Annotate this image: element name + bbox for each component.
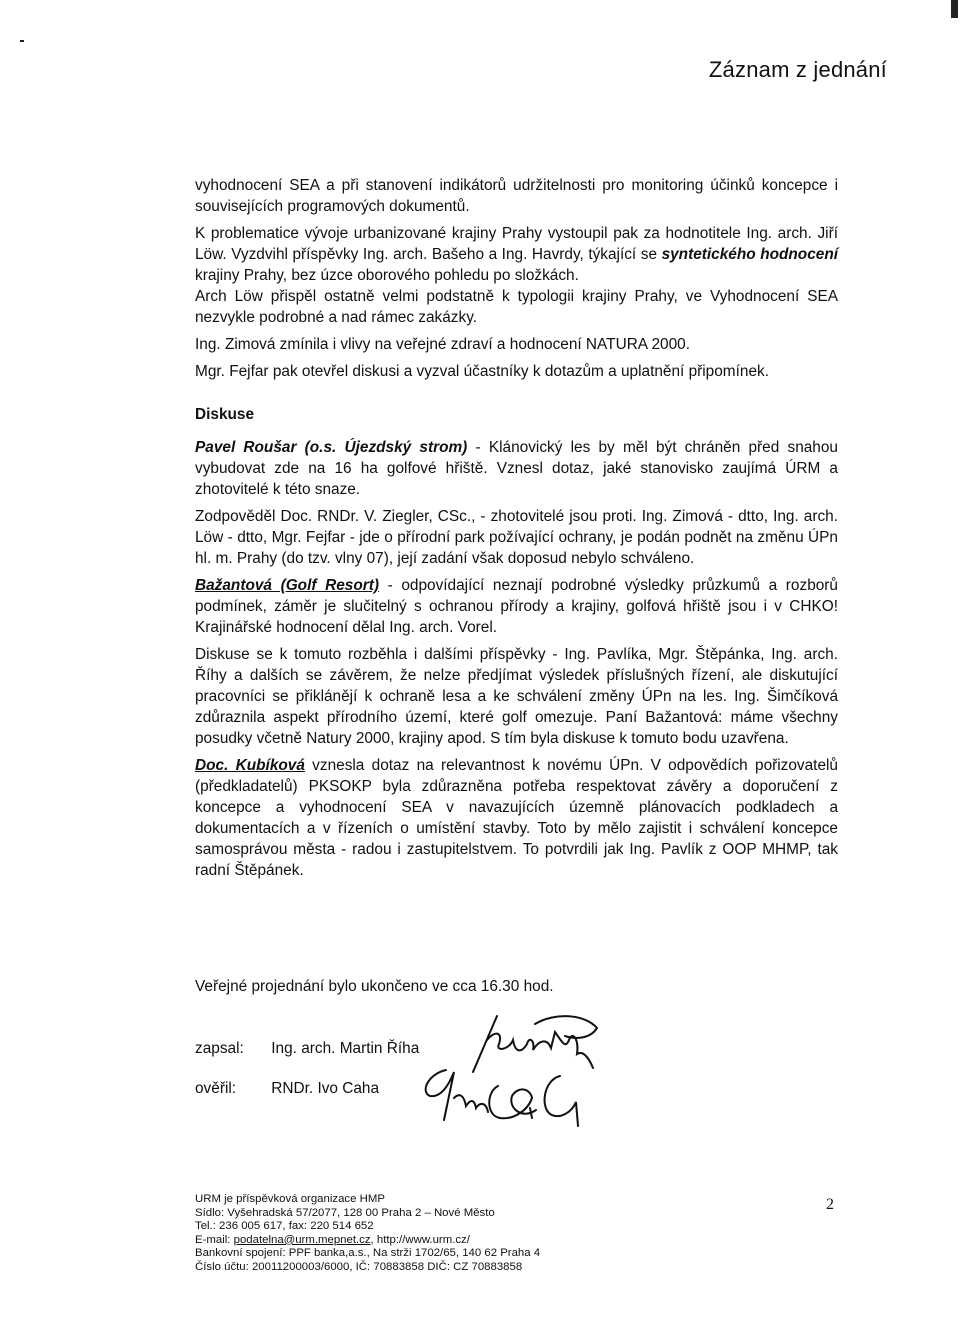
role-label-recorded: zapsal: [195, 1040, 244, 1057]
footer-account: Číslo účtu: 20011200003/6000, IČ: 70883858 DIČ: CZ 70883858 [195, 1260, 523, 1273]
emphasis-synthetic-evaluation: syntetického hodnocení [661, 246, 838, 263]
footer-address: Sídlo: Vyšehradská 57/2077, 128 00 Praha 2 – Nové Město [195, 1206, 495, 1219]
paragraph-answer-ziegler: Zodpověděl Doc. RNDr. V. Ziegler, CSc., - zhotovitelé jsou proti. Ing. Zimová - dtto, Ing. arch. Löw - dtto, Mgr. Fejfar - jde o přírodní park požívající ochrany, je podán podnět na změnu ÚPn hl. m. Prahy (do tzv. vlny 07), její zadání však doposud nebylo schváleno. [195, 508, 838, 567]
signature-row-recorder [195, 1040, 419, 1058]
paragraph-discussion-open: Mgr. Fejfar pak otevřel diskusi a vyzval účastníky k dotazům a uplatnění připomínek. [195, 363, 769, 380]
role-label-verified: ověřil: [195, 1080, 237, 1097]
footer-org-name: URM je příspěvková organizace HMP [195, 1193, 385, 1205]
speaker-kubikova: Doc. Kubíková [195, 757, 305, 774]
section-heading-discussion: Diskuse [195, 406, 255, 423]
document-body [195, 175, 838, 887]
paragraph-bazantova: Bažantová (Golf Resort) - odpovídající neznají podrobné výsledky průzkumů a rozborů podmínek, záměr je slučitelný s ochranou přírody a krajiny, golfová hřiště jsou i v CHKO! Krajinářské hodnocení dělal Ing. arch. Vorel. [195, 577, 838, 636]
page-header-title: Záznam z jednání [708, 57, 887, 82]
footer-phone: Tel.: 236 005 617, fax: 220 514 652 [195, 1220, 374, 1233]
verifier-name: RNDr. Ivo Caha [271, 1080, 380, 1097]
closing-statement: Veřejné projednání bylo ukončeno ve cca 16.30 hod. [195, 978, 554, 995]
scan-mark [20, 40, 24, 42]
organization-footer [195, 1193, 540, 1275]
signature-row-verifier [195, 1080, 379, 1098]
scan-mark [951, 0, 958, 18]
speaker-bazantova: Bažantová (Golf Resort) [195, 577, 379, 594]
paragraph-rousar: Pavel Roušar (o.s. Újezdský strom) - Klánovický les by měl být chráněn před snahou vybudovat zde na 16 ha golfové hřiště. Vznesl dotaz, jaké stanovisko zaujímá ÚRM a zhotovitelé k této snaze. [195, 439, 838, 498]
footer-bank: Bankovní spojení: PPF banka,a.s., Na strži 1702/65, 140 62 Praha 4 [195, 1247, 541, 1260]
paragraph-landscape-typology: Arch Löw přispěl ostatně velmi podstatně k typologii krajiny Prahy, ve Vyhodnocení SEA nezvykle podrobné a nad rámec zakázky. [195, 288, 838, 326]
paragraph-natura: Ing. Zimová zmínila i vlivy na veřejné zdraví a hodnocení NATURA 2000. [195, 336, 691, 353]
recorder-name: Ing. arch. Martin Říha [271, 1040, 420, 1057]
paragraph-sea-indicators: vyhodnocení SEA a při stanovení indikátorů udržitelnosti pro monitoring účinků koncepce i souvisejících programových dokumentů. [195, 177, 838, 215]
paragraph-discussion-continued: Diskuse se k tomuto rozběhla i dalšími příspěvky - Ing. Pavlíka, Mgr. Štěpánka, Ing. arch. Říhy a dalších se závěrem, že nelze předjímat výsledek příslušných řízení, ale diskutující pracovníci se přiklánějí k ochraně lesa a ke schválení změny ÚPn na les. Ing. Šimčíková zdůraznila aspekt přírodního území, které golf omezuje. Paní Bažantová: máme všechny posudky včetně Natury 2000, krajiny apod. S tím byla diskuse k tomuto bodu uzavřena. [195, 646, 838, 747]
footer-contact: E-mail: podatelna@urm.mepnet.cz, http://www.urm.cz/ [195, 1233, 470, 1246]
footer-email-link[interactable]: podatelna@urm.mepnet.cz [233, 1233, 371, 1246]
paragraph-low-contribution: K problematice vývoje urbanizované krajiny Prahy vystoupil pak za hodnotitele Ing. arch. Jiří Löw. Vyzdvihl příspěvky Ing. arch. Bašeho a Ing. Havrdy, týkající se syntetického hodnocení krajiny Prahy, bez úzce oborového pohledu po složkách. [195, 225, 838, 284]
page-number: 2 [826, 1196, 834, 1213]
handwritten-signature-caha [410, 1062, 590, 1142]
paragraph-kubikova: Doc. Kubíková vznesla dotaz na relevantnost k novému ÚPn. V odpovědích pořizovatelů (předkladatelů) PKSOKP byla zdůrazněna potřeba respektovat závěry a doporučení z koncepce a vyhodnocení SEA v navazujících územně plánovacích podkladech a dokumentacích a v řízeních o umístění stavby. Toto by mělo zajistit i schválení koncepce samosprávou města - radou i zastupitelstvem. To potvrdili jak Ing. Pavlík z OOP MHMP, tak radní Štěpánek. [195, 757, 838, 879]
speaker-rousar: Pavel Roušar (o.s. Újezdský strom) [195, 439, 468, 456]
